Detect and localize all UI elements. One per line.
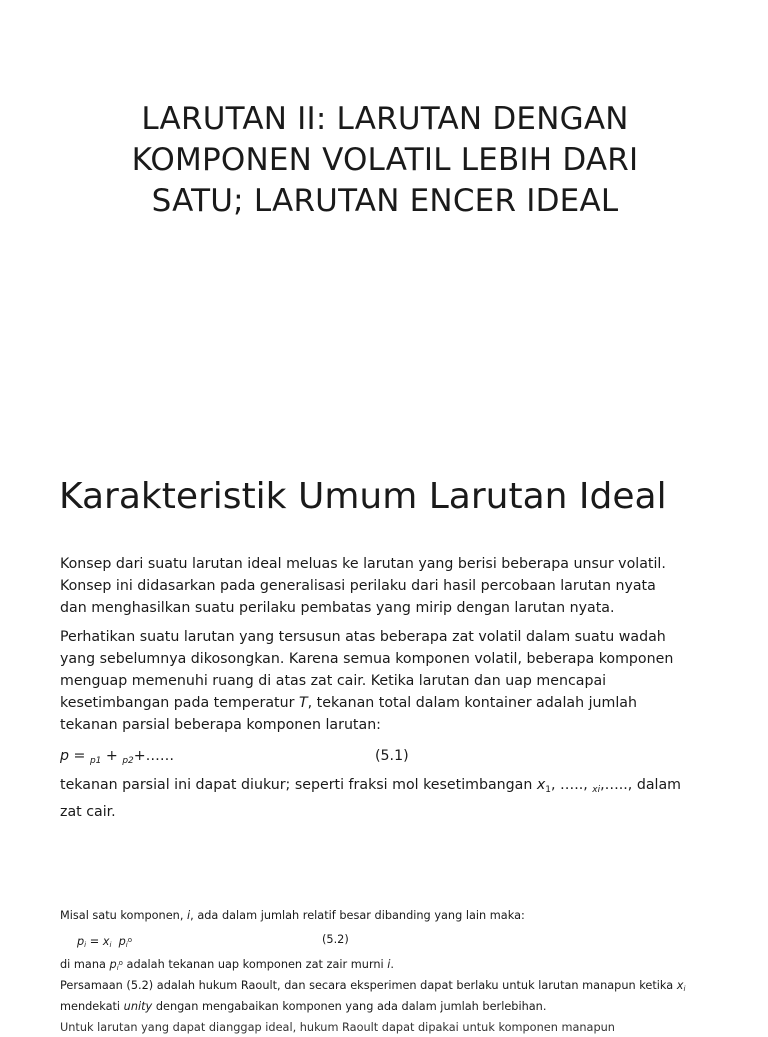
equation-5-2 xyxy=(77,931,132,954)
variable-i: i xyxy=(187,909,191,922)
slide-title-line: SATU; LARUTAN ENCER IDEAL xyxy=(151,183,619,219)
equation-number: (5.1) xyxy=(375,748,409,764)
variable-xi: xi xyxy=(592,785,601,795)
superscript: o xyxy=(118,959,123,967)
variable-x: x xyxy=(536,777,546,793)
text-run: tekanan parsial ini dapat diukur; seperti fraksi mol kesetimbangan xyxy=(60,777,537,793)
paragraph-line: dan menghasilkan suatu perilaku pembatas yang mirip dengan larutan nyata. xyxy=(60,600,615,616)
subscript: 1 xyxy=(545,785,551,795)
superscript: o xyxy=(127,936,133,944)
subscript: i xyxy=(109,941,112,949)
variable-p: p xyxy=(60,748,70,764)
text-run: dengan mengabaikan komponen yang ada dalam jumlah berlebihan. xyxy=(152,1000,547,1013)
slide-title-line: KOMPONEN VOLATIL LEBIH DARI xyxy=(131,142,639,178)
text-line xyxy=(60,977,740,998)
slide-title-line: LARUTAN II: LARUTAN DENGAN xyxy=(141,101,629,137)
paragraph-line: Perhatikan suatu larutan yang tersusun atas beberapa zat volatil dalam suatu wadah xyxy=(60,629,666,645)
paragraph-line: zat cair. xyxy=(60,804,116,820)
equals-sign: = xyxy=(69,748,90,764)
slide3-line-cut xyxy=(60,1019,740,1037)
slide3-line xyxy=(60,907,740,925)
text-run: , ….., xyxy=(551,777,593,793)
paragraph-line xyxy=(60,774,720,801)
paragraph-line: Konsep ini didasarkan pada generalisasi perilaku dari hasil percobaan larutan nyata xyxy=(60,578,656,594)
subscript: i xyxy=(125,941,128,949)
text-run: di mana xyxy=(60,958,110,971)
ellipsis: +…… xyxy=(133,748,175,764)
text-run: Persamaan (5.2) adalah hukum Raoult, dan secara eksperimen dapat berlaku untuk larutan manapun ketika xyxy=(60,979,677,992)
variable-p: p xyxy=(77,935,85,948)
slide3-paragraph xyxy=(60,977,740,1016)
text-line xyxy=(60,998,740,1016)
paragraph-2 xyxy=(60,626,720,736)
variable-x: x xyxy=(102,935,110,948)
term-p1: p1 xyxy=(89,756,102,766)
text-run: mendekati xyxy=(60,1000,124,1013)
text-run: . xyxy=(390,958,395,971)
slide-title xyxy=(60,99,710,222)
text-line: Untuk larutan yang dapat dianggap ideal, hukum Raoult dapat dipakai untuk komponen manapun xyxy=(60,1021,615,1034)
equation-5-1 xyxy=(60,745,174,772)
text-line xyxy=(60,954,740,977)
term-p2: p2 xyxy=(122,756,134,766)
paragraph-line: yang sebelumnya dikosongkan. Karena semua komponen volatil, beberapa komponen xyxy=(60,651,674,667)
paragraph-3 xyxy=(60,774,720,823)
variable-p: p xyxy=(118,935,126,948)
slide3-line xyxy=(60,954,740,977)
paragraph-line: menguap memenuhi ruang di atas zat cair. Ketika larutan dan uap mencapai xyxy=(60,673,607,689)
equals-sign: = xyxy=(86,935,103,948)
variable-T: T xyxy=(298,695,308,711)
variable-p: p xyxy=(109,958,117,971)
paragraph-line xyxy=(60,692,720,714)
paragraph-line: Konsep dari suatu larutan ideal meluas ke larutan yang berisi beberapa unsur volatil. xyxy=(60,556,666,572)
paragraph-1 xyxy=(60,553,720,619)
section-heading: Karakteristik Umum Larutan Ideal xyxy=(59,476,667,517)
equation-number: (5.2) xyxy=(322,933,349,946)
text-line xyxy=(60,907,740,925)
subscript: i xyxy=(84,941,87,949)
variable-x: x xyxy=(676,979,684,992)
text-run: , tekanan total dalam kontainer adalah jumlah xyxy=(307,695,637,711)
text-run: ,….., dalam xyxy=(600,777,681,793)
subscript: i xyxy=(116,964,119,972)
paragraph-line: tekanan parsial beberapa komponen larutan: xyxy=(60,717,381,733)
word-unity: unity xyxy=(123,1000,153,1013)
text-run: Misal satu komponen, xyxy=(60,909,188,922)
variable-i: i xyxy=(387,958,391,971)
text-run: kesetimbangan pada temperatur xyxy=(60,695,299,711)
text-run: adalah tekanan uap komponen zat zair murni xyxy=(122,958,388,971)
plus-sign: + xyxy=(101,748,123,764)
subscript: i xyxy=(683,985,686,993)
text-run: , ada dalam jumlah relatif besar dibanding yang lain maka: xyxy=(190,909,525,922)
